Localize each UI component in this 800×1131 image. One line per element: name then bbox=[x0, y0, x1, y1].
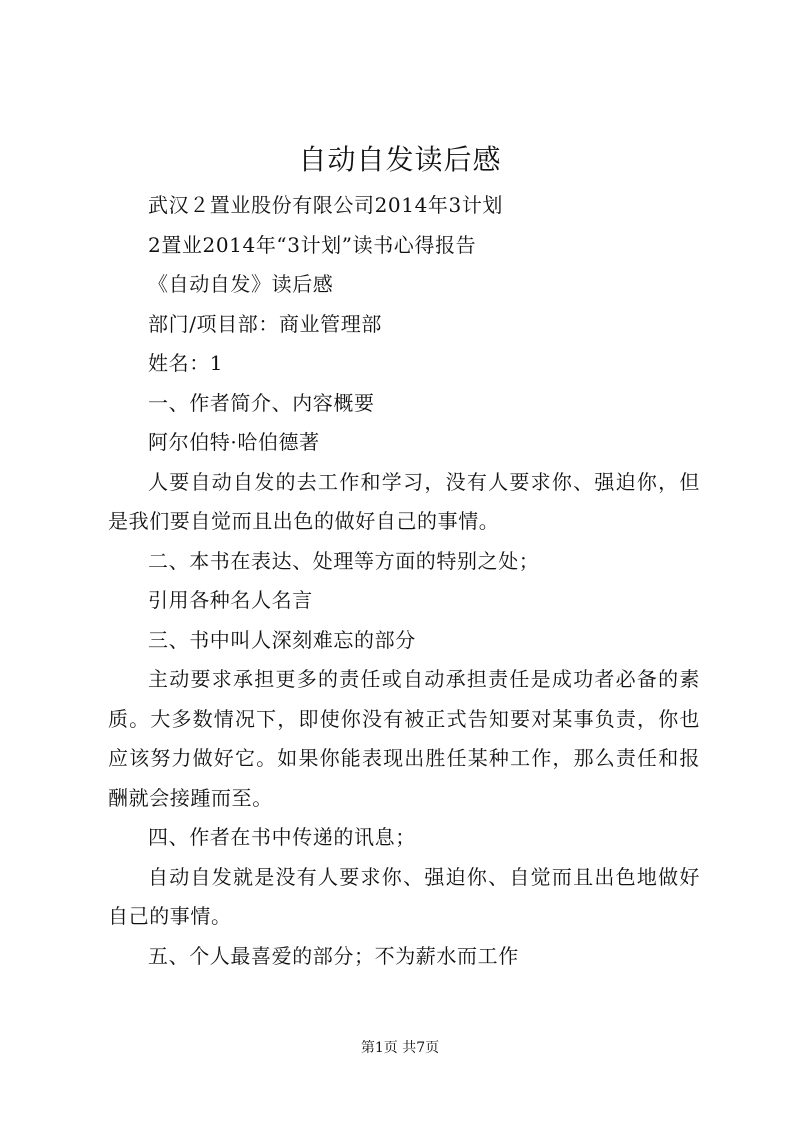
paragraph-responsibility: 主动要求承担更多的责任或自动承担责任是成功者必备的素质。大多数情况下，即使你没有被正式告知要对某事负责，你也应该努力做好它。如果你能表现出胜任某种工作，那么责任和报酬就会接踵而至。 bbox=[108, 667, 700, 810]
paragraph-book-title: 《自动自发》读后感 bbox=[148, 272, 334, 296]
section-heading-4: 四、作者在书中传递的讯息； bbox=[148, 825, 416, 849]
paragraph-name: 姓名：1 bbox=[148, 351, 224, 375]
section-heading-2: 二、本书在表达、处理等方面的特别之处； bbox=[148, 548, 540, 573]
document-body bbox=[108, 186, 700, 976]
section-heading-5: 五、个人最喜爱的部分；不为薪水而工作 bbox=[148, 943, 519, 968]
page-footer: 第1页 共7页 bbox=[360, 1040, 440, 1056]
section-heading-3: 三、书中叫人深刻难忘的部分 bbox=[148, 627, 416, 652]
paragraph-report-title: 2置业2014年“3计划”读书心得报告 bbox=[148, 232, 477, 257]
paragraph-author: 阿尔伯特·哈伯德著 bbox=[148, 430, 320, 454]
paragraph-message: 自动自发就是没有人要求你、强迫你、自觉而且出色地做好自己的事情。 bbox=[108, 864, 700, 928]
paragraph-summary: 人要自动自发的去工作和学习，没有人要求你、强迫你，但是我们要自觉而且出色的做好自己的事情。 bbox=[108, 469, 700, 533]
section-heading-1: 一、作者简介、内容概要 bbox=[148, 390, 375, 415]
document-title: 自动自发读后感 bbox=[298, 143, 502, 176]
paragraph-department: 部门/项目部：商业管理部 bbox=[148, 311, 382, 336]
paragraph-quotes: 引用各种名人名言 bbox=[148, 588, 313, 612]
paragraph-company: 武汉２置业股份有限公司2014年3计划 bbox=[148, 193, 504, 217]
